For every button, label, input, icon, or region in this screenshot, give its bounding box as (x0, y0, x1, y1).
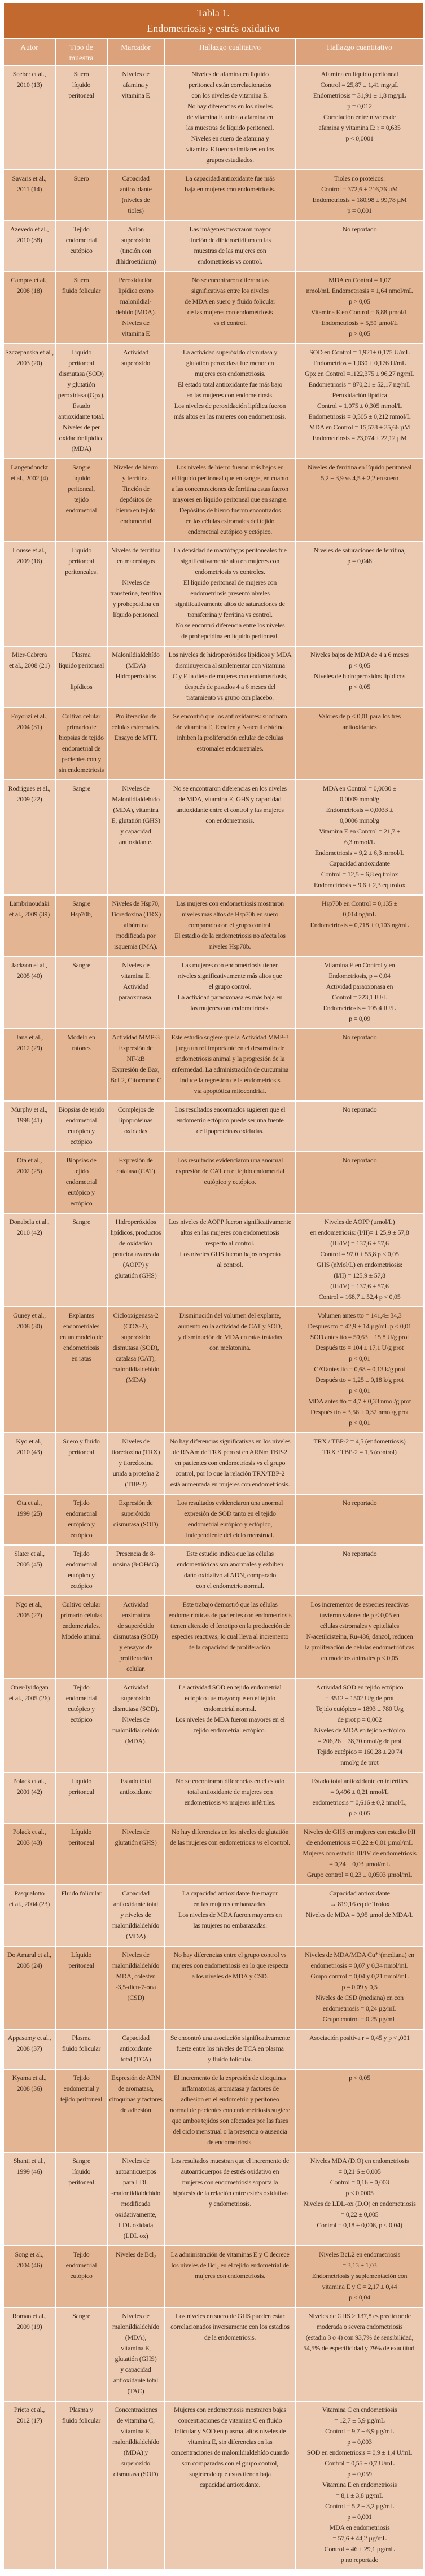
cell-marcador: Expresión de catalasa (CAT) (107, 1152, 164, 1213)
cell-hallazgo-cuantitativo: Hsp70b en Control = 0,135 ± 0,014 ng/mL Endometriosis = 0,718 ± 0,103 ng/mL (296, 895, 423, 956)
cell-autor: Shanti et al., 1999 (46) (4, 2152, 55, 2246)
cell-hallazgo-cuantitativo: No reportado (296, 1545, 423, 1596)
cell-hallazgo-cualitativo: No se encontraron diferencias significativas entre los niveles de MDA en suero y fluido folicular de las mujeres con endometriosis vs el control. (164, 271, 296, 344)
cell-tipo-muestra: Tejido endometrial eutópico y ectópico (55, 1494, 107, 1545)
cell-autor: Prieto et al., 2012 (17) (4, 2401, 55, 2570)
cell-autor: Langendonckt et al., 2002 (4) (4, 459, 55, 542)
cell-marcador: Actividad superóxido (107, 344, 164, 459)
cell-autor: Song et al., 2004 (46) (4, 2246, 55, 2307)
cell-hallazgo-cuantitativo: Volumen antes tto = 141,4± 34,3 Después tto = 42,9 ± 14 µg/mL p < 0,01 SOD antes tto = 59,63 ± 15,8 U/g prot Después tto = 104 ± 17,1 U/g prot p < 0,01 CATantes tto = 0,68 ± 0,13 k/g prot Después tto = 1,25 ± 0,18 k/g prot p < 0,01 MDA antes tto = 4,7 ± 0,33 nmol/g prot Después tto = 3,56 ± 0,32 nmol/g prot p < 0,01 (296, 1307, 423, 1433)
cell-tipo-muestra: Sangre (55, 780, 107, 895)
table-row (4, 1545, 423, 1596)
table-row (4, 1213, 423, 1307)
cell-autor: Savaris et al., 2011 (14) (4, 170, 55, 221)
table-row (4, 1823, 423, 1885)
cell-marcador: Expresión de superóxido dismutasa (SOD) (107, 1494, 164, 1545)
cell-hallazgo-cuantitativo: Los incrementos de especies reactivas tuvieron valores de p < 0,05 en células estromales y epiteliales N-acetilcisteína, Ru-486, danzol, reducen la proliferación de células endometrióticas en modelos animales p < 0,05 (296, 1596, 423, 1679)
table-row (4, 1679, 423, 1772)
cell-autor: Slater et al., 2005 (45) (4, 1545, 55, 1596)
cell-tipo-muestra: Explantes endometriales en un modelo de endometriosis en ratas (55, 1307, 107, 1433)
cell-hallazgo-cuantitativo: p < 0,05 (296, 2069, 423, 2152)
cell-autor: Lambrinoudaki et al., 2009 (39) (4, 895, 55, 956)
cell-hallazgo-cualitativo: La actividad superóxido dismutasa y glutatión peroxidasa fue menor en mujeres con endometriosis. El estado total antioxidante fue más bajo en las mujeres con endometriosis. Los niveles de peroxidación lipídica fueron más altos en las mujeres con endometriosis. (164, 344, 296, 459)
table-row (4, 1433, 423, 1494)
cell-tipo-muestra: Sangre (55, 956, 107, 1029)
cell-hallazgo-cuantitativo: Vitamina E en Control y en Endometriosis, p = 0,04 Actividad paraoxonasa en Control = 223,1 IU/L Endometriosis = 195,4 IU/L p = 0,09 (296, 956, 423, 1029)
cell-hallazgo-cuantitativo: MDA en Control = 1,07 nmol/mL Endometriosis = 1,64 nmol/mL p > 0,05 Vitamina E en Control = 6,88 µmol/L Endometriosis = 5,59 µmol/L p > 0,05 (296, 271, 423, 344)
cell-autor: Azevedo et al., 2010 (38) (4, 221, 55, 271)
cell-autor: Appasamy et al., 2008 (37) (4, 2029, 55, 2069)
cell-marcador: Anión superóxido (tinción con dihidroetidium) (107, 221, 164, 271)
cell-hallazgo-cuantitativo: Actividad SOD en tejido ectópico = 3512 ± 1502 U/g de prot Tejido eutópico = 1893 ± 780 U/g de prot p = 0,002 Niveles de MDA en tejido ectópico = 206,26 ± 78,70 nmol/g de prot Tejido eutópico = 160,28 ± 20 74 nmol/g de prot (296, 1679, 423, 1772)
cell-hallazgo-cualitativo: El incremento de la expresión de citoquinas inflamatorias, aromatasa y factores de adhesión en el endometrio y peritoneo normal de pacientes con endometriosis sugiere que ambos tejidos son afectados por las fases del ciclo menstrual o la presencia o ausencia de endometriosis. (164, 2069, 296, 2152)
cell-tipo-muestra: Líquido peritoneal (55, 1946, 107, 2029)
cell-autor: Polack et al., 2003 (43) (4, 1823, 55, 1885)
cell-tipo-muestra: Plasma líquido peritoneal lipídicos (55, 646, 107, 708)
table-number: Tabla 1. (197, 7, 230, 19)
cell-marcador: Niveles de afamina y vitamina E (107, 65, 164, 170)
table-row (4, 2307, 423, 2401)
cell-marcador: Estado total antioxidante (107, 1772, 164, 1823)
table-row (4, 2152, 423, 2246)
cell-marcador: Capacidad antioxidante total y niveles de malonildialdehído (MDA) (107, 1885, 164, 1946)
cell-hallazgo-cualitativo: Se encontró que los antioxidantes: succinato de vitamina E, Ebselen y N-acetil cisteína inhiben la proliferación celular de células estromales endometriales. (164, 708, 296, 780)
cell-hallazgo-cuantitativo: Niveles MDA (D.O) en endometriosis = 0,21 6 ± 0,005 Control = 0,16 ± 0,003 p < 0,0005 Niveles de LDL-ox (D.O) en endometriosis = 0,22 ± 0,005 Control = 0,18 ± 0,006, p < 0,04) (296, 2152, 423, 2246)
cell-autor: Rodrigues et al., 2009 (22) (4, 780, 55, 895)
cell-marcador: Actividad MMP-3 Expresión de NF-kB Expresión de Bax, BcL2, Citocromo C (107, 1029, 164, 1101)
cell-hallazgo-cualitativo: Este estudio sugiere que la Actividad MMP-3 juega un rol importante en el desarrollo de endometriosis animal y la progresión de la enfermedad. La administración de curcumina induce la regresión de la endometriosis vía apoptótica mitocondrial. (164, 1029, 296, 1101)
cell-tipo-muestra: Tejido endometrial y tejido peritoneal (55, 2069, 107, 2152)
table-body (4, 65, 423, 2570)
cell-autor: Foyouzi et al., 2004 (31) (4, 708, 55, 780)
cell-hallazgo-cualitativo: La densidad de macrófagos peritoneales fue significativamente alta en mujeres con endometriosis vs controles. El líquido peritoneal de mujeres con endometriosis presentó niveles significativamente altos de saturaciones de transferrina y ferritina vs control. No se encontró diferencia entre los niveles de prohepcidina en líquido peritoneal. (164, 542, 296, 646)
cell-autor: Kyo et al., 2010 (43) (4, 1433, 55, 1494)
cell-marcador: Complejos de lipoproteínas oxidadas (107, 1101, 164, 1152)
cell-hallazgo-cuantitativo: Niveles de GHS ≥ 137,8 es predictor de moderada o severa endometriosis (estadio 3 o 4) con 93,7% de sensibilidad, 54,5% de especificidad y 79% de exactitud. (296, 2307, 423, 2401)
cell-hallazgo-cuantitativo: No reportado (296, 1101, 423, 1152)
cell-marcador: Niveles de malonildialdehído (MDA), vitamina E, glutatión (GHS) y capacidad antioxidante total (TAC) (107, 2307, 164, 2401)
cell-hallazgo-cuantitativo: Estado total antioxidante en infértiles = 0,496 ± 0,21 nmol/L endometriosis = 0,616 ± 0,2 nmol/L, p > 0,05 (296, 1772, 423, 1823)
cell-hallazgo-cualitativo: Los resultados evidenciaron una anormal expresión de SOD tanto en el tejido endometrial eutópico y ectópico, independiente del ciclo menstrual. (164, 1494, 296, 1545)
cell-marcador: Presencia de 8- nosina (8-OHdG) (107, 1545, 164, 1596)
cell-marcador: Niveles de tioredoxina (TRX) y tioredoxina unida a proteína 2 (TBP-2) (107, 1433, 164, 1494)
cell-hallazgo-cualitativo: Los niveles de AOPP fueron significativamente altos en las mujeres con endometriosis respecto al control. Los niveles GHS fueron bajos respecto al control. (164, 1213, 296, 1307)
cell-autor: Jackson et al., 2005 (40) (4, 956, 55, 1029)
table-row (4, 459, 423, 542)
cell-tipo-muestra: Plasma y fluido folicular (55, 2401, 107, 2570)
cell-marcador: Capacidad antioxidante (niveles de tioles) (107, 170, 164, 221)
cell-autor: Polack et al., 2001 (42) (4, 1772, 55, 1823)
cell-autor: Oner-Iyidogan et al., 2005 (26) (4, 1679, 55, 1772)
cell-tipo-muestra: Fluido folicular (55, 1885, 107, 1946)
table-row (4, 1772, 423, 1823)
cell-marcador: Peroxidación lipídica como malonildial- dehído (MDA). Niveles de vitamina E (107, 271, 164, 344)
cell-tipo-muestra: Líquido peritoneal dismutasa (SOD) y glutatión peroxidasa (Gpx). Estado antioxidante total. Niveles de per oxidaciónlipídica (MDA) (55, 344, 107, 459)
cell-autor: Seeber et al., 2010 (13) (4, 65, 55, 170)
table-row (4, 1152, 423, 1213)
cell-marcador: Actividad superóxido dismutasa (SOD). Niveles de malonildialdehído (MDA). (107, 1679, 164, 1772)
cell-autor: Campos et al., 2008 (18) (4, 271, 55, 344)
cell-hallazgo-cualitativo: La capacidad antioxidante fue mayor en las mujeres embarazadas. Los niveles de MDA fueron mayores en las mujeres no embarazadas. (164, 1885, 296, 1946)
table-row (4, 1885, 423, 1946)
table-row (4, 65, 423, 170)
cell-hallazgo-cuantitativo: Afamina en líquido peritoneal Control = 25,87 ± 1,41 mg/µL Endometriosis = 31,91 ± 1,8 mg/µL p = 0,012 Correlación entre niveles de afamina y vitamina E: r = 0,635 p < 0,0001 (296, 65, 423, 170)
table-row (4, 1029, 423, 1101)
cell-marcador: Actividad enzimática de superóxido dismutasa (SOD) y ensayos de proliferación celular. (107, 1596, 164, 1679)
cell-autor: Ota et al., 1999 (25) (4, 1494, 55, 1545)
cell-tipo-muestra: Biopsias de tejido endometrial eutópico y ectópico (55, 1101, 107, 1152)
header-hallazgo-cuantitativo: Hallazgo cuantitativo (296, 39, 423, 65)
cell-tipo-muestra: Líquido peritoneal (55, 1772, 107, 1823)
header-hallazgo-cualitativo: Hallazgo cualitativo (164, 39, 296, 65)
table-row (4, 708, 423, 780)
cell-hallazgo-cuantitativo: Capacidad antioxidante → 819,16 eq de Trolox Niveles de MDA = 0,95 µmol de MDA/L (296, 1885, 423, 1946)
cell-autor: Ota et al., 2002 (25) (4, 1152, 55, 1213)
cell-autor: Donabela et al., 2010 (42) (4, 1213, 55, 1307)
cell-hallazgo-cuantitativo: SOD en Control = 1,921± 0,175 U/mL Endometrios = 1,030 ± 0,176 U/mL Gpx en Control =1122,375 ± 96,27 ng/mL Endometriosis = 870,21 ± 52,17 ng/mL Peroxidación lipídica Control = 1,075 ± 0,305 mmol/L Endometriosis = 0,505 ± 0,212 mmol/L MDA en Control = 15,578 ± 35,66 µM Endometriosis = 23,074 ± 22,12 µM (296, 344, 423, 459)
table-row (4, 1946, 423, 2029)
table-row (4, 956, 423, 1029)
cell-hallazgo-cualitativo: La capacidad antioxidante fue más baja en mujeres con endometriosis. (164, 170, 296, 221)
cell-autor: Guney et al., 2008 (30) (4, 1307, 55, 1433)
cell-marcador: Malonildialdehído (MDA) Hidroperóxidos (107, 646, 164, 708)
table-row (4, 1307, 423, 1433)
cell-hallazgo-cualitativo: Los resultados encontrados sugieren que el endometrio ectópico puede ser una fuente de lipoproteínas oxidadas. (164, 1101, 296, 1152)
cell-hallazgo-cuantitativo: Tioles no proteicos: Control = 372,6 ± 216,76 µM Endometriosis = 180,98 ± 99,78 µM p = 0,001 (296, 170, 423, 221)
table-row (4, 2029, 423, 2069)
cell-hallazgo-cuantitativo: Niveles de saturaciones de ferritina, p = 0,048 (296, 542, 423, 646)
cell-hallazgo-cualitativo: Este trabajo demostró que las células endometrióticas de pacientes con endometriosis tienen alterado el fenotipo en la producción de especies reactivas, lo cual lleva al incremento de la capacidad de proliferación. (164, 1596, 296, 1679)
cell-marcador: Niveles de glutatión (GHS) (107, 1823, 164, 1885)
cell-hallazgo-cualitativo: La actividad SOD en tejido endometrial ectópico fue mayor que en el tejido endometrial normal. Los niveles de MDA fueron mayores en el tejido endometrial ectópico. (164, 1679, 296, 1772)
cell-hallazgo-cualitativo: Las mujeres con endometriosis tienen niveles significativamente más altos que el grupo control. La actividad paraoxonasa es más baja en las mujeres con endometriosis. (164, 956, 296, 1029)
cell-autor: Ngo et al., 2005 (27) (4, 1596, 55, 1679)
table-row (4, 170, 423, 221)
table-row (4, 1596, 423, 1679)
table-row (4, 1101, 423, 1152)
cell-marcador: Hidroperóxidos lipídicos, productos de oxidación proteica avanzada (AOPP) y glutatión (GHS) (107, 1213, 164, 1307)
cell-hallazgo-cuantitativo: Niveles BcL2 en endometriosis = 3,13 ± 1,03 Endometriosis y suplementación con vitamina E y C = 2,17 ± 0,44 p < 0,04 (296, 2246, 423, 2307)
table-row (4, 344, 423, 459)
cell-hallazgo-cualitativo: La administración de vitaminas E y C decrece los niveles de Bcl₂ en el tejido endometrial de mujeres con endometriosis. (164, 2246, 296, 2307)
cell-hallazgo-cuantitativo: Valores de p < 0,01 para los tres antioxidantes (296, 708, 423, 780)
header-marcador: Marcador (107, 39, 164, 65)
cell-tipo-muestra: Biopsias de tejido endometrial eutópico y ectópico (55, 1152, 107, 1213)
cell-tipo-muestra: Sangre (55, 1213, 107, 1307)
cell-hallazgo-cuantitativo: Niveles bajos de MDA de 4 a 6 meses p < 0,05 Niveles de hidroperóxidos lipídicos p < 0,05 (296, 646, 423, 708)
cell-hallazgo-cualitativo: Mujeres con endometriosis mostraron bajas concentraciones de vitamina C en fluido folicular y SOD en plasma, altos niveles de vitamina E, sin diferencias en las concentraciones de malonildialdehído cuando son comparadas con el grupo control, sugiriendo que estas tienen baja capacidad antioxidante. (164, 2401, 296, 2570)
table-title-band (4, 3, 423, 39)
cell-hallazgo-cualitativo: No hay diferencias significativas en los niveles de RNAm de TRX pero sí en ARNm TBP-2 en pacientes con endometriosis vs el grupo control, por lo que la relación TRX/TBP-2 está aumentada en mujeres con endometriosis. (164, 1433, 296, 1494)
cell-hallazgo-cualitativo: Los niveles de hierro fueron más bajos en el líquido peritoneal que en sangre, en cuanto a las concentraciones de ferritina estas fueron mayores en líquido peritoneal que en sangre. Depósitos de hierro fueron encontrados en las células estromales del tejido endometrial eutópico y ectópico. (164, 459, 296, 542)
cell-marcador: Niveles de Bcl₂ (107, 2246, 164, 2307)
cell-hallazgo-cuantitativo: No reportado (296, 1494, 423, 1545)
cell-hallazgo-cualitativo: Se encontró una asociación significativamente fuerte entre los niveles de TCA en plasma y fluido folicular. (164, 2029, 296, 2069)
table-row (4, 221, 423, 271)
cell-hallazgo-cualitativo: Disminución del volumen del explante, aumento en la actividad de CAT y SOD, y disminución de MDA en ratas tratadas con melatonina. (164, 1307, 296, 1433)
results-table (4, 39, 423, 2570)
cell-hallazgo-cualitativo: Los resultados evidenciaron una anormal expresión de CAT en el tejido endometrial eutópico y ectópico. (164, 1152, 296, 1213)
cell-hallazgo-cuantitativo: Niveles de ferritina en líquido peritoneal 5,2 ± 3,9 vs 4,5 ± 2,2 en suero (296, 459, 423, 542)
cell-marcador: Ciclooxigenasa-2 (COX-2), superóxido dismutasa (SOD), catalasa (CAT), malonildialdehído (MDA) (107, 1307, 164, 1433)
cell-hallazgo-cuantitativo: No reportado (296, 1029, 423, 1101)
cell-autor: Pasqualotto et al., 2004 (23) (4, 1885, 55, 1946)
cell-autor: Romao et al., 2009 (19) (4, 2307, 55, 2401)
cell-hallazgo-cualitativo: Niveles de afamina en líquido peritoneal están correlacionados con los niveles de vitamina E. No hay diferencias en los niveles de vitamina E unida a afamina en las muestras de líquido peritoneal. Niveles en suero de afamina y vitamina E fueron similares en los grupos estudiados. (164, 65, 296, 170)
cell-marcador: Capacidad antioxidante total (TCA) (107, 2029, 164, 2069)
cell-tipo-muestra: Suero (55, 170, 107, 221)
table-row (4, 780, 423, 895)
cell-tipo-muestra: Suero líquido peritoneal (55, 65, 107, 170)
cell-tipo-muestra: Cultivo celular primario células endometriales. Modelo animal (55, 1596, 107, 1679)
cell-hallazgo-cualitativo: Las imágenes mostraron mayor tinción de dihidroetidium en las muestras de las mujeres con endometriosis vs control. (164, 221, 296, 271)
cell-tipo-muestra: Suero y fluido peritoneal (55, 1433, 107, 1494)
table-row (4, 646, 423, 708)
cell-marcador: Niveles de vitamina E. Actividad paraoxonasa. (107, 956, 164, 1029)
cell-autor: Jana et al., 2012 (29) (4, 1029, 55, 1101)
cell-marcador: Niveles de malonildialdehído MDA, colesten -3,5-dien-7-ona (CSD) (107, 1946, 164, 2029)
cell-hallazgo-cualitativo: No hay diferencias en los niveles de glutatión de las mujeres con endometriosis vs el control. (164, 1823, 296, 1885)
cell-hallazgo-cualitativo: Los niveles en suero de GHS pueden estar correlacionados inversamente con los estadios de la endometriosis. (164, 2307, 296, 2401)
cell-autor: Kyama et al., 2008 (36) (4, 2069, 55, 2152)
cell-hallazgo-cuantitativo: Asociación positiva r = 0,45 y p < ,001 (296, 2029, 423, 2069)
cell-hallazgo-cuantitativo: TRX / TBP-2 = 4,5 (endometriosis) TRX / TBP-2 = 1,5 (control) (296, 1433, 423, 1494)
cell-autor: Szczepanska et al., 2003 (20) (4, 344, 55, 459)
cell-marcador: Niveles de autoanticuerpos para LDL -malonildialdehído modificada oxidativamente, LDL oxidada (LDL ox) (107, 2152, 164, 2246)
cell-hallazgo-cualitativo: No se encontraron diferencias en los niveles de MDA, vitamina E, GHS y capacidad antioxidante entre el control y las mujeres con endometriosis. (164, 780, 296, 895)
cell-tipo-muestra: Plasma fluido folicular (55, 2029, 107, 2069)
cell-tipo-muestra: Sangre Hsp70b, (55, 895, 107, 956)
cell-hallazgo-cualitativo: Los resultados muestran que el incremento de autoanticuerpos de estrés oxidativo en mujeres con endometriosis soporta la hipótesis de la relación entre estrés oxidativo y endometriosis. (164, 2152, 296, 2246)
cell-tipo-muestra: Cultivo celular primario de biopsias de tejido endometrial de pacientes con y sin endometriosis (55, 708, 107, 780)
table-row (4, 2246, 423, 2307)
cell-marcador: Expresión de ARN de aromatasa, citoquinas y factores de adhesión (107, 2069, 164, 2152)
cell-hallazgo-cualitativo: No hay diferencias entre el grupo control vs mujeres con endometriosis en lo que respecta a los niveles de MDA y CSD. (164, 1946, 296, 2029)
cell-marcador: Niveles de ferritina en macrófagos Niveles de transferina, ferritina y prohepcidina en líquido peritoneal (107, 542, 164, 646)
cell-hallazgo-cuantitativo: No reportado (296, 221, 423, 271)
cell-hallazgo-cuantitativo: MDA en Control = 0,0030 ± 0,0009 mmol/g Endometriosis = 0,0033 ± 0,0006 mmol/g Vitamina E en Control = 21,7 ± 6,3 mmol/L Endometriosis = 9,2 ± 6,3 mmol/L Capacidad antioxidante Control = 12,5 ± 6,8 eq trolox Endometriosis = 9,6 ± 2,3 eq trolox (296, 780, 423, 895)
cell-tipo-muestra: Tejido endometrial eutópico (55, 221, 107, 271)
cell-marcador: Niveles de Hsp70, Tioredoxina (TRX) albúmina modificada por isquemia (IMA). (107, 895, 164, 956)
cell-autor: Lousse et al., 2009 (16) (4, 542, 55, 646)
cell-tipo-muestra: Líquido peritoneal (55, 1823, 107, 1885)
cell-hallazgo-cuantitativo: Niveles de GHS en mujeres con estadio I/II de endometriosis = 0,22 ± 0,01 µmol/mL Mujeres con estadio III/IV de endometriosis = 0,24 ± 0,03 µmol/mL Grupo control = 0,23 ± 0,0503 µmol/mL (296, 1823, 423, 1885)
header-row (4, 39, 423, 65)
table-row (4, 1494, 423, 1545)
cell-autor: Do Amaral et al., 2005 (24) (4, 1946, 55, 2029)
cell-hallazgo-cualitativo: Los niveles de hidroperóxidos lipídicos y MDA disminuyeron al suplementar con vitamina C y E la dieta de mujeres con endometriosis, después de pasados 4 a 6 meses del tratamiento vs grupo con placebo. (164, 646, 296, 708)
cell-hallazgo-cualitativo: No se encontraron diferencias en el estado total antioxidante de mujeres con endometriosis vs mujeres infértiles. (164, 1772, 296, 1823)
table-title: Endometriosis y estrés oxidativo (147, 22, 280, 34)
cell-tipo-muestra: Líquido peritoneal peritoneales. (55, 542, 107, 646)
table-row (4, 895, 423, 956)
cell-autor: Mier-Cabrera et al., 2008 (21) (4, 646, 55, 708)
cell-autor: Murphy et al., 1998 (41) (4, 1101, 55, 1152)
cell-marcador: Niveles de Malonildialdehído (MDA), vitamina E, glutatión (GHS) y capacidad antioxidante. (107, 780, 164, 895)
cell-hallazgo-cuantitativo: Niveles de MDA/MDA Cu⁺²(mediana) en endometriosis = 0,07 y 0,34 nmol/mL Grupo control = 0,04 y 0,21 nmol/mL p = 0,09 y 0,5 Niveles de CSD (mediana) en con endometriosis = 0,24 µg/mL Grupo control = 0,25 µg/mL (296, 1946, 423, 2029)
cell-tipo-muestra: Tejido endometrial eutópico y ectópico (55, 1545, 107, 1596)
cell-hallazgo-cualitativo: Las mujeres con endometriosis mostraron niveles más altos de Hsp70b en suero comparado con el grupo control. El estadio de la endometriosis no afecta los niveles Hsp70b. (164, 895, 296, 956)
header-tipo-muestra: Tipo de muestra (55, 39, 107, 65)
cell-marcador: Niveles de hierro y ferritina. Tinción de depósitos de hierro en tejido endometrial (107, 459, 164, 542)
cell-hallazgo-cuantitativo: No reportado (296, 1152, 423, 1213)
header-autor: Autor (4, 39, 55, 65)
cell-tipo-muestra: Tejido endometrial eutópico (55, 2246, 107, 2307)
cell-tipo-muestra: Sangre líquido peritoneal (55, 2152, 107, 2246)
cell-tipo-muestra: Sangre (55, 2307, 107, 2401)
cell-hallazgo-cuantitativo: Vitamina C en endometriosis = 12,7 ± 5,9 µg/mL Control = 9,7 ± 6,9 µg/mL p = 0,003 SOD en endometriosis = 0,9 ± 1,4 U/mL Control = 0,55 ± 0,7 U/mL p = 0,059 Vitamina E en endometriosis = 8,1 ± 3,8 µg/mL Control = 5,2 ± 3,2 µg/mL p = 0,001 MDA en endometriosis = 57,6 ± 44,2 µg/mL Control = 46 ± 29,1 µg/mL p no reportado (296, 2401, 423, 2570)
cell-tipo-muestra: Modelo en ratones (55, 1029, 107, 1101)
cell-marcador: Concentraciones de vitamina C, vitamina E, malonildialdehído (MDA) y superóxido dismutasa (SOD) (107, 2401, 164, 2570)
cell-tipo-muestra: Tejido endometrial eutópico y ectópico (55, 1679, 107, 1772)
cell-tipo-muestra: Suero fluido folicular (55, 271, 107, 344)
cell-marcador: Proliferación de células estromales. Ensayo de MTT. (107, 708, 164, 780)
cell-tipo-muestra: Sangre líquido peritoneal, tejido endometrial (55, 459, 107, 542)
table-row (4, 542, 423, 646)
table-row (4, 2069, 423, 2152)
cell-hallazgo-cualitativo: Este estudio indica que las células endometrióticas son anormales y exhiben daño oxidativo al ADN, comparado con el endometrio normal. (164, 1545, 296, 1596)
cell-hallazgo-cuantitativo: Niveles de AOPP (µmol/L) en endometriosis: (I/II)= 1 25,9 ± 57,8 (III/IV) = 137,6 ± 57,6 Control = 97,0 ± 55,8 p < 0,05 GHS (nMol/L) en endometriosis: (I/II) = 125,9 ± 57,8 (III/IV) = 137,6 ± 57,6 Control = 168,7 ± 52,4 p < 0,05 (296, 1213, 423, 1307)
table-row (4, 271, 423, 344)
